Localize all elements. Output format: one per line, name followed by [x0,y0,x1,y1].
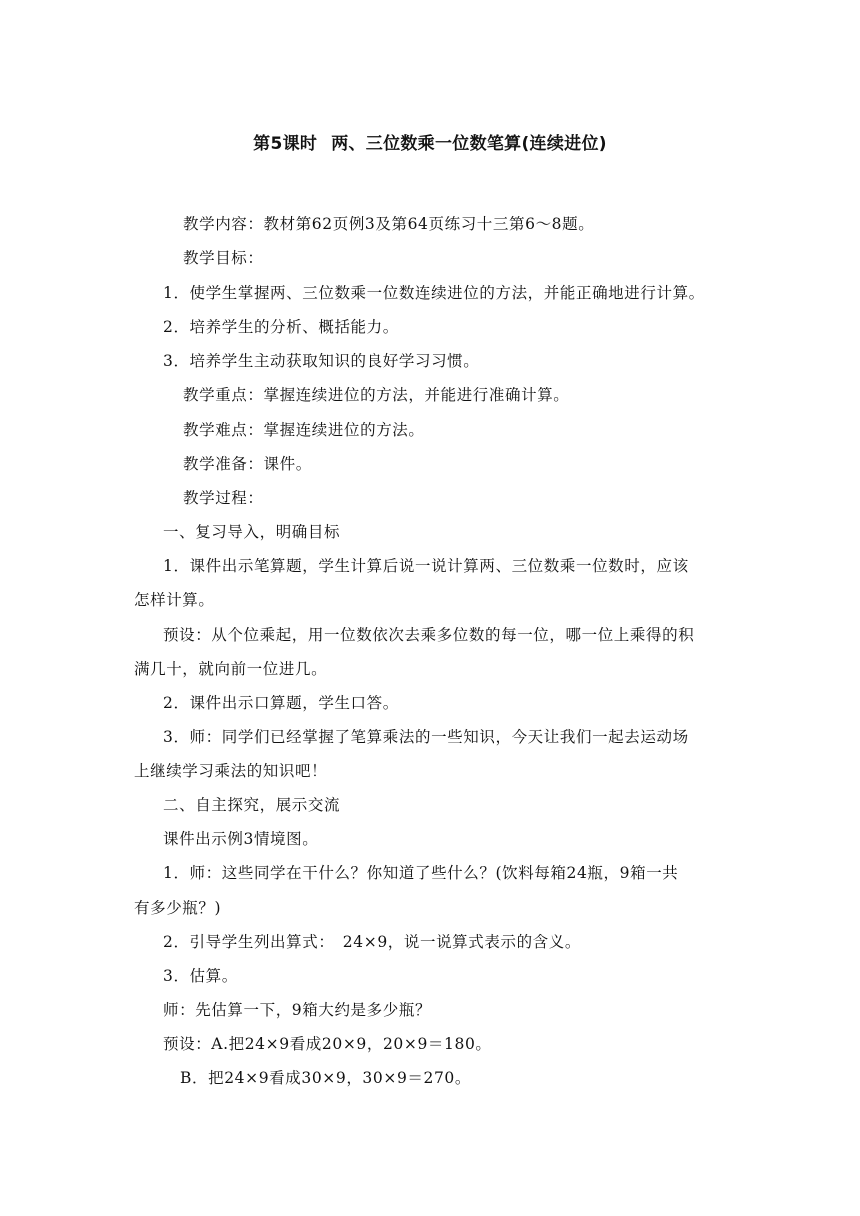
paragraph-preset-1: 预设：从个位乘起，用一位数依次去乘多位数的每一位，哪一位上乘得的积 [163,626,695,644]
paragraph-goal-1: 1．使学生掌握两、三位数乘一位数连续进位的方法，并能正确地进行计算。 [163,284,705,302]
paragraph-explore-3: 3．估算。 [163,967,238,985]
paragraph-explore-2: 2．引导学生列出算式： 24×9，说一说算式表示的含义。 [163,933,581,951]
paragraph-teaching-goals-heading: 教学目标： [183,249,264,267]
paragraph-preparation: 教学准备：课件。 [183,455,312,473]
paragraph-explore-1-cont: 有多少瓶？) [134,899,222,917]
paragraph-preset-a: 预设：A.把24×9看成20×9，20×9＝180。 [163,1035,492,1053]
paragraph-example-3: 课件出示例3情境图。 [163,830,319,848]
paragraph-goal-2: 2．培养学生的分析、概括能力。 [163,318,399,336]
paragraph-goal-3: 3．培养学生主动获取知识的良好学习习惯。 [163,352,480,370]
paragraph-preset-b: B．把24×9看成30×9，30×9＝270。 [180,1069,471,1087]
paragraph-review-1-cont: 怎样计算。 [134,591,215,609]
paragraph-review-3: 3．师：同学们已经掌握了笔算乘法的一些知识，今天让我们一起去运动场 [163,728,689,746]
paragraph-teaching-content: 教学内容：教材第62页例3及第64页练习十三第6～8题。 [183,215,595,233]
paragraph-review-1: 1．课件出示笔算题，学生计算后说一说计算两、三位数乘一位数时，应该 [163,557,689,575]
paragraph-review-3-cont: 上继续学习乘法的知识吧！ [134,762,328,780]
lesson-topic: 两、三位数乘一位数笔算(连续进位) [331,134,607,154]
section-heading-2: 二、自主探究，展示交流 [163,796,341,814]
lesson-number: 第5课时 [253,134,318,154]
paragraph-process-heading: 教学过程： [183,489,264,507]
paragraph-teacher-question: 师：先估算一下，9箱大约是多少瓶？ [163,1001,432,1019]
section-heading-1: 一、复习导入，明确目标 [163,523,341,541]
paragraph-difficulty: 教学难点：掌握连续进位的方法。 [183,421,425,439]
paragraph-explore-1: 1．师：这些同学在干什么？你知道了些什么？(饮料每箱24瓶，9箱一共 [163,864,679,882]
paragraph-preset-1-cont: 满几十，就向前一位进几。 [134,660,328,678]
lesson-title [0,129,860,154]
paragraph-review-2: 2．课件出示口算题，学生口答。 [163,694,399,712]
paragraph-key-point: 教学重点：掌握连续进位的方法，并能进行准确计算。 [183,386,570,404]
